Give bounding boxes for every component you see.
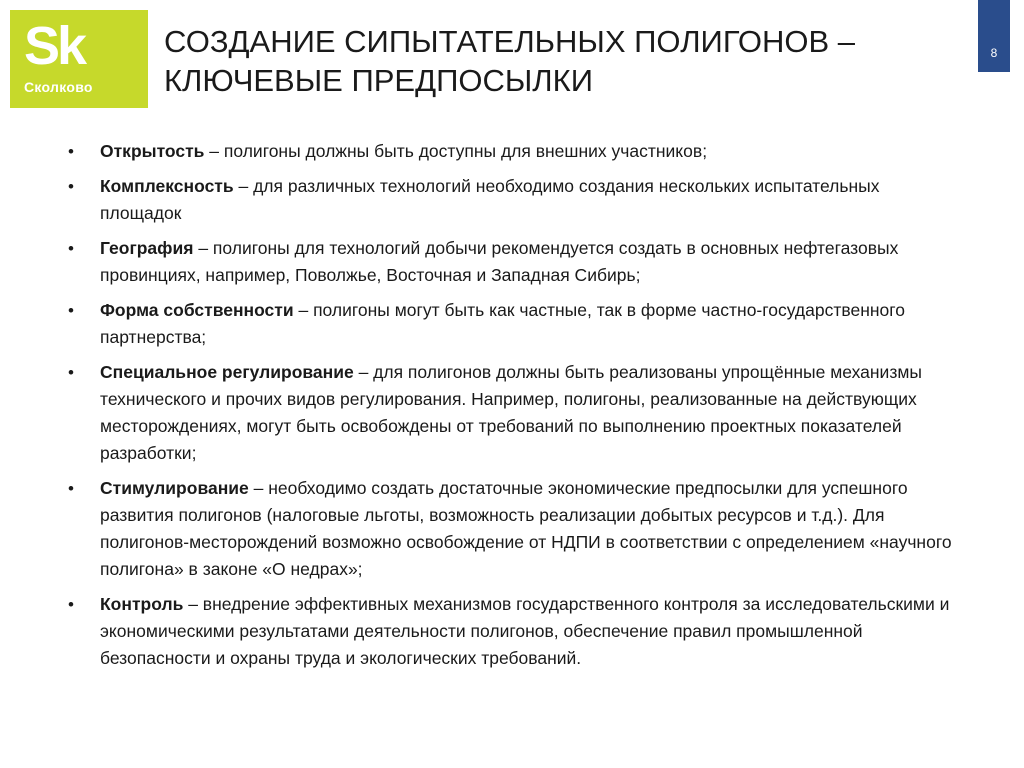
bullet-text: – полигоны могут быть как частные, так в форме частно-государственного партнерства; — [100, 300, 905, 347]
bullet-text: – необходимо создать достаточные экономические предпосылки для успешного развития полигонов (налоговые льготы, возможность реализации добытых ресурсов и т.д.). Для полигонов-месторождений возможно освобождение от НДПИ в соответствии с определением «научного полигона» в законе «О недрах»; — [100, 478, 952, 579]
bullet-term: Комплексность — [100, 176, 234, 196]
bullet-term: Форма собственности — [100, 300, 294, 320]
bullet-item — [64, 591, 964, 672]
bullet-icon: • — [68, 142, 74, 161]
bullet-icon: • — [68, 595, 74, 614]
logo-mark: Sk — [24, 16, 85, 76]
bullet-text: – внедрение эффективных механизмов государственного контроля за исследовательскими и экономическими результатами деятельности полигонов, обеспечение правил промышленной безопасности и охраны труда и экологических требований. — [100, 594, 950, 668]
bullet-text: – для полигонов должны быть реализованы упрощённые механизмы технического и прочих видов регулирования. Например, полигоны, реализованные на действующих месторождениях, могут быть освобождены от требований по выполнению проектных показателей разработки; — [100, 362, 922, 463]
bullet-term: Открытость — [100, 141, 205, 161]
bullet-term: Специальное регулирование — [100, 362, 354, 382]
bullet-item — [64, 138, 964, 165]
bullet-icon: • — [68, 177, 74, 196]
page-number: 8 — [990, 46, 998, 60]
bullet-icon: • — [68, 301, 74, 320]
bullet-term: Стимулирование — [100, 478, 249, 498]
bullet-term: Контроль — [100, 594, 184, 614]
bullet-icon: • — [68, 363, 74, 382]
bullet-item — [64, 297, 964, 351]
bullet-item — [64, 359, 964, 467]
bullet-list — [64, 138, 964, 680]
bullet-item — [64, 173, 964, 227]
skolkovo-logo — [10, 10, 148, 108]
bullet-icon: • — [68, 479, 74, 498]
bullet-text: – полигоны для технологий добычи рекомендуется создать в основных нефтегазовых провинциях, например, Поволжье, Восточная и Западная Сибирь; — [100, 238, 899, 285]
bullet-item — [64, 475, 964, 583]
logo-name: Сколково — [24, 79, 93, 95]
slide-title: СОЗДАНИЕ СИПЫТАТЕЛЬНЫХ ПОЛИГОНОВ – КЛЮЧЕВЫЕ ПРЕДПОСЫЛКИ — [164, 24, 856, 98]
bullet-text: – для различных технологий необходимо создания нескольких испытательных площадок — [100, 176, 880, 223]
bullet-icon: • — [68, 239, 74, 258]
page-number-badge — [978, 0, 1010, 72]
bullet-item — [64, 235, 964, 289]
bullet-term: География — [100, 238, 194, 258]
bullet-text: – полигоны должны быть доступны для внешних участников; — [204, 141, 708, 161]
